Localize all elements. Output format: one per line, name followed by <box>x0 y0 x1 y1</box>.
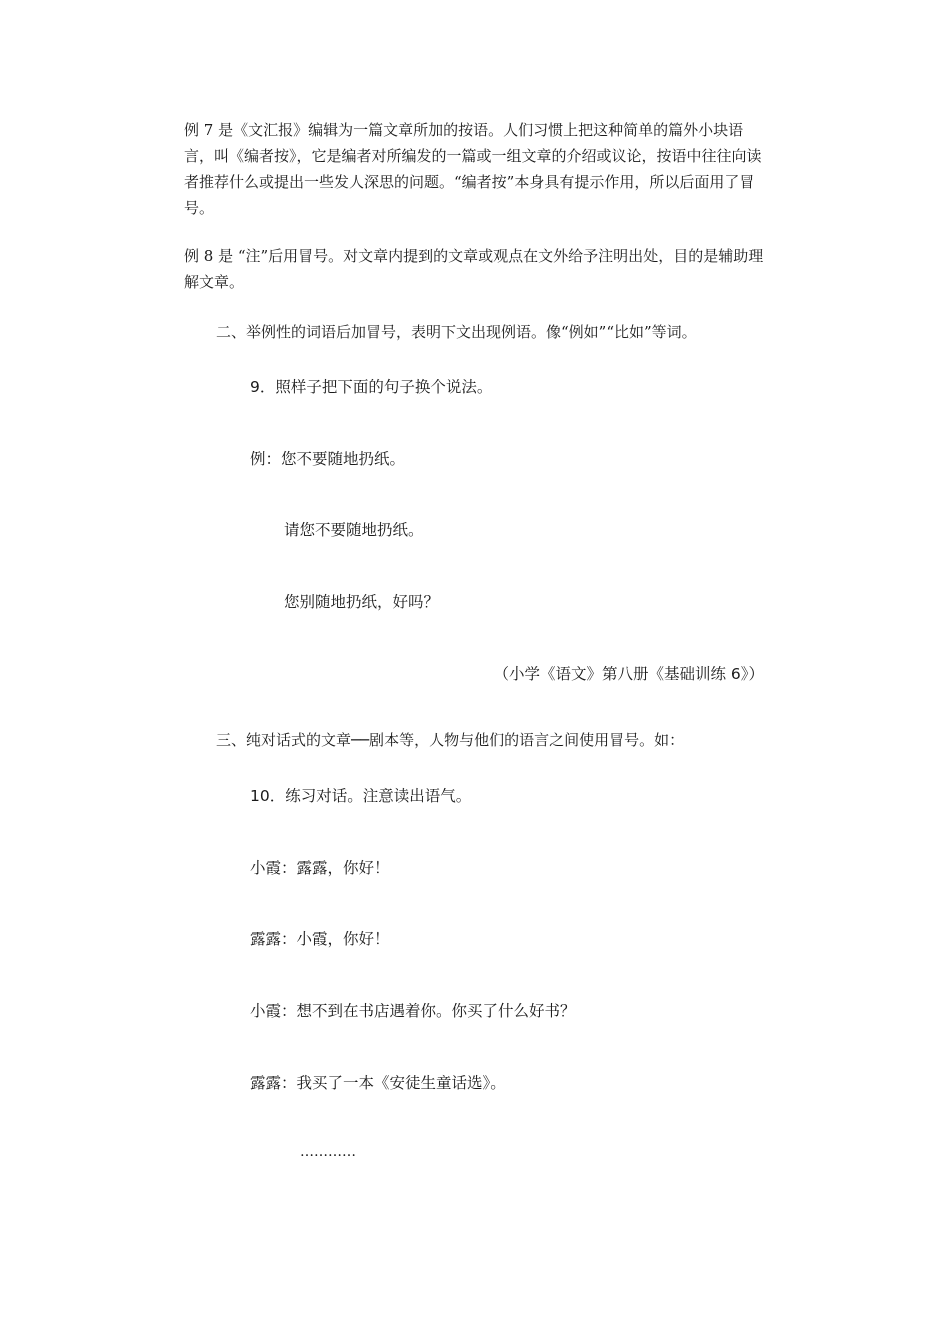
dialogue-ellipsis: ………… <box>300 1144 356 1160</box>
exercise-9-answer-2: 您别随地扔纸，好吗？ <box>284 593 440 611</box>
paragraph-annotation-note: 例 8 是 “注”后用冒号。对文章内提到的文章或观点在文外给予注明出处，目的是辅助理解文章。 <box>184 247 764 291</box>
exercise-9-answer-1: 请您不要随地扔纸。 <box>284 521 424 539</box>
dialogue-line-3: 小霞：想不到在书店遇着你。你买了什么好书？ <box>250 1002 576 1020</box>
section-three-heading: 三、纯对话式的文章──剧本等，人物与他们的语言之间使用冒号。如： <box>216 731 685 749</box>
section-two-heading: 二、举例性的词语后加冒号，表明下文出现例语。像“例如”“比如”等词。 <box>216 323 697 341</box>
dialogue-line-4: 露露：我买了一本《安徒生童话选》。 <box>250 1074 506 1092</box>
exercise-9-example: 例：您不要随地扔纸。 <box>250 450 406 468</box>
exercise-9-source: （小学《语文》第八册《基础训练 6》） <box>493 665 764 683</box>
dialogue-line-1: 小霞：露露，你好！ <box>250 859 390 877</box>
dialogue-line-2: 露露：小霞，你好！ <box>250 930 390 948</box>
paragraph-editor-note: 例 7 是《文汇报》编辑为一篇文章所加的按语。人们习惯上把这种简单的篇外小块语言，叫《编者按》，它是编者对所编发的一篇或一组文章的介绍或议论，按语中往往向读者推荐什么或提出一些发人深思的问题。“编者按”本身具有提示作用，所以后面用了冒号。 <box>184 121 762 217</box>
exercise-10-title: 10．练习对话。注意读出语气。 <box>250 787 472 805</box>
exercise-9-title: 9．照样子把下面的句子换个说法。 <box>250 378 493 396</box>
